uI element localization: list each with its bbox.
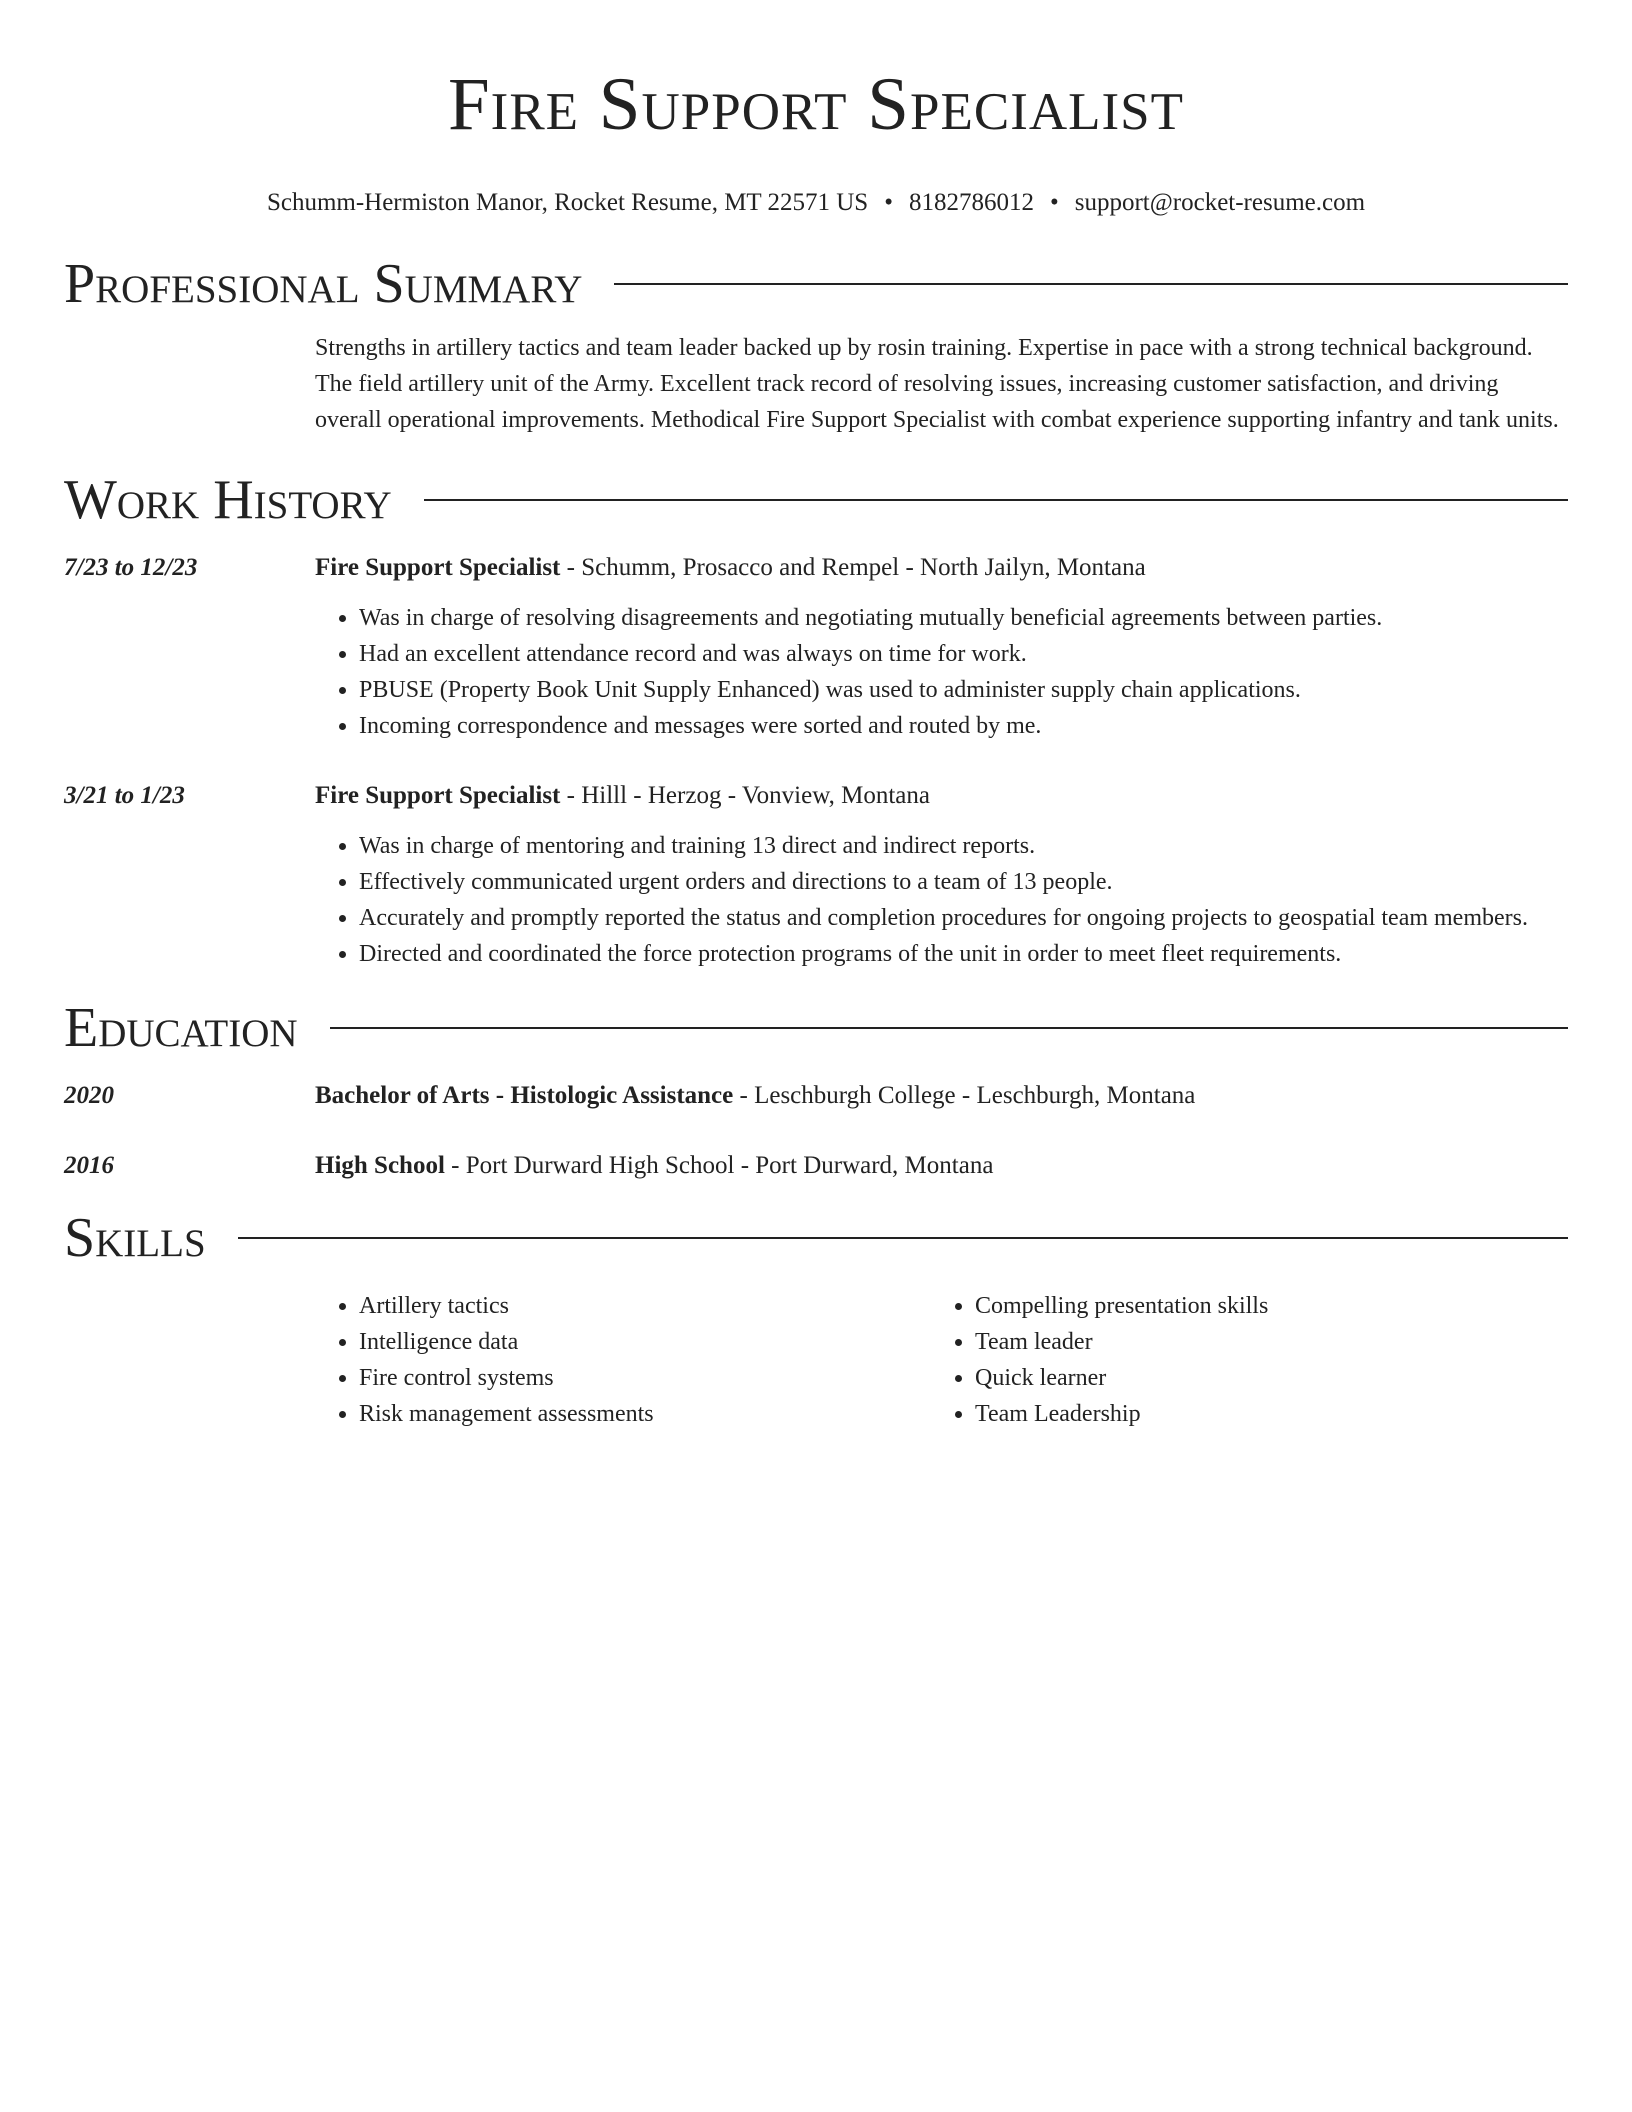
skills-body bbox=[315, 1288, 1568, 1432]
job-title-line bbox=[315, 550, 1568, 586]
skills-section-title: Skills bbox=[64, 1207, 206, 1269]
job-bullets bbox=[315, 828, 1568, 972]
summary-section-header bbox=[64, 254, 1568, 314]
job-bullet: • Was in charge of mentoring and training 13 direct and indirect reports. bbox=[359, 828, 1568, 864]
job-entry bbox=[64, 778, 1568, 972]
section-divider bbox=[424, 499, 1568, 501]
skill-item: • Quick learner bbox=[975, 1360, 1547, 1396]
contact-phone: 8182786012 bbox=[908, 189, 1034, 216]
education-details: - Leschburgh College - Leschburgh, Montana bbox=[733, 1082, 1196, 1109]
education-details: - Port Durward High School - Port Durward, Montana bbox=[444, 1152, 994, 1179]
education-body bbox=[315, 1148, 1568, 1184]
education-year: 2016 bbox=[64, 1152, 114, 1179]
skills-list-left bbox=[315, 1288, 931, 1432]
job-details: - Schumm, Prosacco and Rempel - North Jailyn, Montana bbox=[560, 554, 1146, 581]
skill-item: • Compelling presentation skills bbox=[975, 1288, 1547, 1324]
job-position: Fire Support Specialist bbox=[315, 554, 561, 581]
education-year: 2020 bbox=[64, 1082, 114, 1109]
work-section-header bbox=[64, 470, 1568, 530]
job-title-line bbox=[315, 778, 1568, 814]
job-position: Fire Support Specialist bbox=[315, 782, 561, 809]
contact-separator: • bbox=[884, 189, 893, 216]
job-bullet: • Accurately and promptly reported the status and completion procedures for ongoing projects to geospatial team members. bbox=[359, 900, 1568, 936]
work-section-title: Work History bbox=[64, 469, 392, 531]
skill-item: • Team leader bbox=[975, 1324, 1547, 1360]
summary-body bbox=[315, 330, 1568, 438]
job-bullet: • Was in charge of resolving disagreements and negotiating mutually beneficial agreements between parties. bbox=[359, 600, 1568, 636]
job-body bbox=[315, 550, 1568, 744]
job-bullets bbox=[315, 600, 1568, 744]
job-bullet: • Incoming correspondence and messages were sorted and routed by me. bbox=[359, 708, 1568, 744]
skill-item: • Team Leadership bbox=[975, 1396, 1547, 1432]
education-section-header bbox=[64, 998, 1568, 1058]
skills-spacer bbox=[64, 1288, 315, 1432]
education-entry bbox=[64, 1148, 1568, 1184]
job-entry bbox=[64, 550, 1568, 744]
education-title-line bbox=[315, 1078, 1568, 1114]
contact-separator: • bbox=[1049, 189, 1059, 216]
job-dates: 3/21 to 1/23 bbox=[64, 782, 185, 809]
skill-item: • Artillery tactics bbox=[359, 1288, 931, 1324]
skills-grid bbox=[315, 1288, 1568, 1432]
summary-row bbox=[64, 330, 1568, 438]
education-title-line bbox=[315, 1148, 1568, 1184]
section-divider bbox=[614, 283, 1568, 285]
education-entry bbox=[64, 1078, 1568, 1114]
job-dates: 7/23 to 12/23 bbox=[64, 554, 198, 581]
skill-item: • Risk management assessments bbox=[359, 1396, 931, 1432]
contact-email: support@rocket-resume.com bbox=[1074, 189, 1366, 216]
job-body bbox=[315, 778, 1568, 972]
skill-item: • Intelligence data bbox=[359, 1324, 931, 1360]
job-bullet: • Effectively communicated urgent orders and directions to a team of 13 people. bbox=[359, 864, 1568, 900]
summary-spacer bbox=[64, 330, 315, 438]
candidate-name: Fire Support Specialist bbox=[447, 63, 1185, 146]
job-bullet: • Had an excellent attendance record and was always on time for work. bbox=[359, 636, 1568, 672]
education-body bbox=[315, 1078, 1568, 1114]
education-section-title: Education bbox=[64, 997, 298, 1059]
job-details: - Hilll - Herzog - Vonview, Montana bbox=[560, 782, 930, 809]
skill-item: • Fire control systems bbox=[359, 1360, 931, 1396]
job-bullet: • PBUSE (Property Book Unit Supply Enhanced) was used to administer supply chain applications. bbox=[359, 672, 1568, 708]
skills-section-header bbox=[64, 1208, 1568, 1268]
section-divider bbox=[238, 1237, 1568, 1239]
skills-row bbox=[64, 1288, 1568, 1432]
education-degree: High School bbox=[315, 1152, 445, 1179]
summary-text: Strengths in artillery tactics and team leader backed up by rosin training. Expertise in pace with a strong technical background. The field artillery unit of the Army. Excellent track record of resolving issues, increasing customer satisfaction, and driving overall operational improvements. Methodical Fire Support Specialist with combat experience supporting infantry and tank units. bbox=[315, 335, 1559, 433]
section-divider bbox=[330, 1027, 1568, 1029]
contact-address: Schumm-Hermiston Manor, Rocket Resume, MT 22571 US bbox=[266, 189, 869, 216]
skills-list-right bbox=[931, 1288, 1547, 1432]
summary-section-title: Professional Summary bbox=[64, 253, 583, 315]
education-degree: Bachelor of Arts - Histologic Assistance bbox=[315, 1082, 734, 1109]
job-bullet: • Directed and coordinated the force protection programs of the unit in order to meet fleet requirements. bbox=[359, 936, 1568, 972]
contact-line bbox=[64, 188, 1568, 218]
